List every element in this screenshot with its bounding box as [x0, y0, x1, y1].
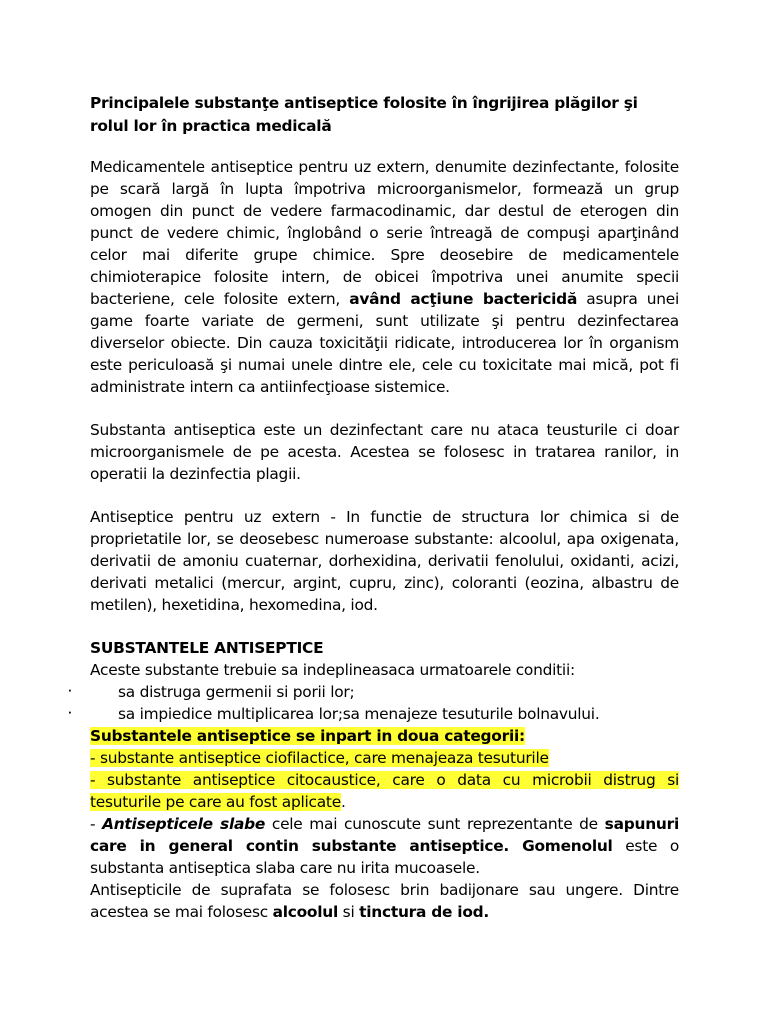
paragraph-definition: Substanta antiseptica este un dezinfectant care nu ataca teusturile ci doar microorganismele de pe acesta. Acestea se folosesc in tratarea ranilor, in operatii la dezinfectia plagii. [90, 421, 679, 483]
weak-end: este o substanta antiseptica slaba care nu irita mucoasele. [90, 837, 679, 877]
weak-mid: cele mai cunoscute sunt reprezentante de [265, 815, 605, 833]
category-2-text: - substante antiseptice citocaustice, care o data cu microbii distrug si tesuturile pe care au fost aplicate [90, 771, 679, 811]
category-2-end: . [340, 793, 346, 811]
category-1 [90, 747, 679, 769]
list-item-text: sa distruga germenii si porii lor; [118, 683, 355, 701]
categories-title [90, 725, 679, 747]
paragraph-intro-bold: având acţiune bactericidă [349, 290, 578, 308]
surface-part-c: si [338, 903, 360, 921]
bullet-icon: · [68, 708, 72, 719]
paragraph-intro-part1: Medicamentele antiseptice pentru uz extern, denumite dezinfectante, folosite pe scară largă în lupta împotriva microorganismelor, formează un grup omogen din punct de vedere farmacodinamic, dar destul de eterogen din punct de vedere chimic, înglobând o serie întreagă de compuşi aparţinând celor mai diferite grupe chimice. [90, 158, 679, 264]
categories-title-text: Substantele antiseptice se inpart in doua categorii: [90, 727, 525, 745]
list-item [68, 681, 679, 703]
list-item-text: sa impiedice multiplicarea lor;sa menajeze tesuturile bolnavului. [118, 705, 600, 723]
surface-alcohol: alcoolul [272, 903, 339, 921]
bullet-icon: · [68, 686, 72, 697]
document-body [68, 92, 680, 923]
category-2 [90, 769, 679, 813]
paragraph-intro [90, 156, 679, 398]
list-item [68, 703, 679, 725]
paragraph-intro-part2a: Spre deosebire de medicamentele chimioterapice folosite intern, de obicei împotriva unei anumite specii bacteriene, cele folosite extern, [90, 246, 679, 308]
weak-bold: sapunuri care in general contin substante antiseptice. Gomenolul [90, 815, 679, 855]
surface-iodine: tinctura de iod. [359, 903, 490, 921]
paragraph-weak-antiseptics [90, 813, 679, 879]
surface-part-a: Antisepticile de suprafata se folosesc brin badijonare sau ungere. Dintre acestea se mai folosesc [90, 881, 679, 921]
paragraph-surface [90, 879, 679, 923]
weak-term: Antisepticele slabe [102, 815, 266, 833]
category-1-text: - substante antiseptice ciofilactice, care menajeaza tesuturile [90, 749, 549, 767]
section-intro: Aceste substante trebuie sa indeplineasaca urmatoarele conditii: [90, 661, 575, 679]
paragraph-external-use: Antiseptice pentru uz extern - In functie de structura lor chimica si de proprietatile lor, se deosebesc numeroase substante: alcoolul, apa oxigenata, derivatii de amoniu cuaternar, dorhexidina, derivatii fenolului, oxidanti, acizi, derivati metalici (mercur, argint, cupru, zinc), coloranti (eozina, albastru de metilen), hexetidina, hexomedina, iod. [90, 508, 679, 614]
paragraph-intro-part2c: asupra unei game foarte variate de germeni, sunt utilizate şi pentru dezinfectarea diverselor obiecte. Din cauza toxicităţii ridicate, introducerea lor în organism este periculoasă şi numai unele dintre ele, cele cu toxicitate mai mică, pot fi administrate intern ca antiinfecţioase sistemice. [90, 290, 680, 396]
document-title: Principalele substanţe antiseptice folosite în îngrijirea plăgilor şi rolul lor în practica medicală [90, 94, 638, 135]
weak-dash: - [90, 815, 103, 833]
section-heading: SUBSTANTELE ANTISEPTICE [90, 639, 324, 657]
